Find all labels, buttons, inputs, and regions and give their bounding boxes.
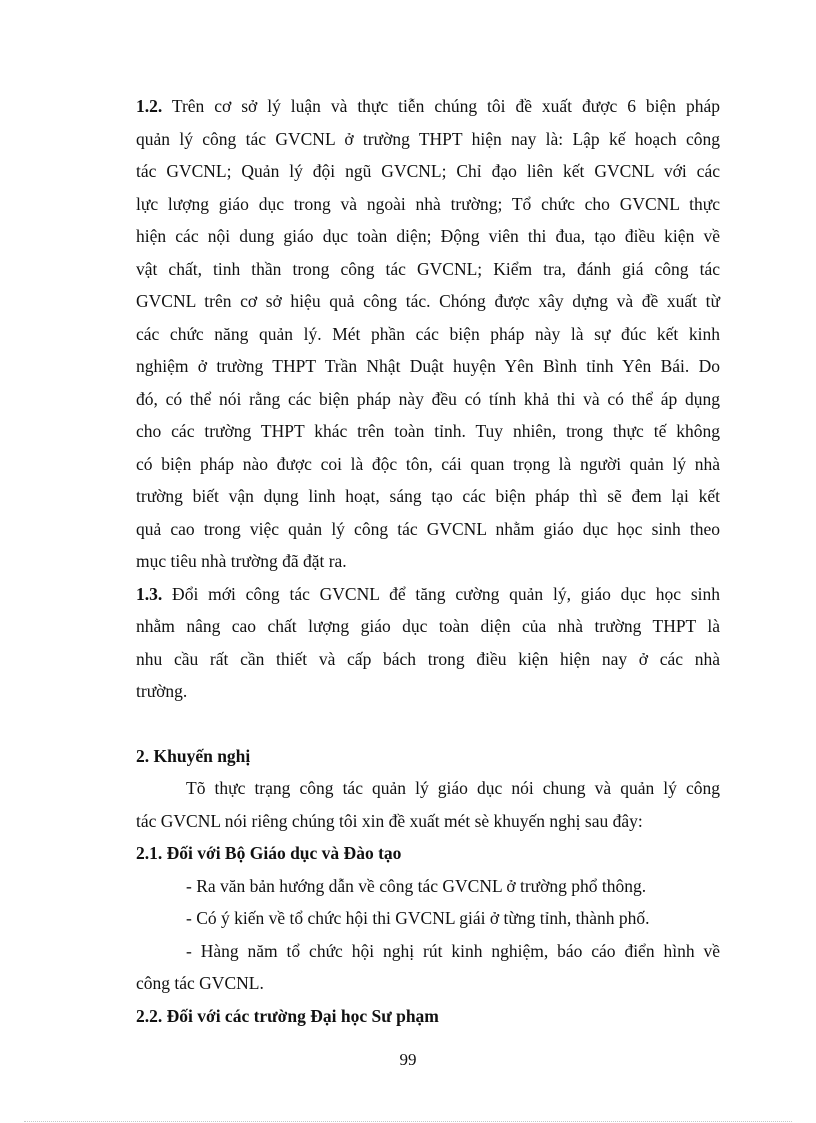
section-number: 1.3. bbox=[136, 583, 163, 604]
intro-line: Tõ thực trạng công tác quản lý giáo dục nói chung và quản lý công bbox=[186, 778, 720, 798]
page-number: 99 bbox=[399, 1050, 417, 1069]
paragraph-1-3-line: nhu cầu rất cần thiết và cấp bách trong điều kiện hiện nay ở các nhà bbox=[136, 648, 720, 669]
paragraph-1-2-line: mục tiêu nhà trường đã đặt ra. bbox=[136, 551, 347, 571]
paragraph-1-2-line: đó, có thể nói rằng các biện pháp này đều có tính khả thi và có thể áp dụng bbox=[136, 388, 720, 409]
paragraph-1-2-line: các chức năng quản lý. Mét phần các biện pháp này là sự đúc kết kinh bbox=[136, 323, 720, 344]
paragraph-1-2-line: lực lượng giáo dục trong và ngoài nhà trường; Tổ chức cho GVCNL thực bbox=[136, 193, 720, 214]
list-item: - Có ý kiến về tổ chức hội thi GVCNL giái ở từng tỉnh, thành phố. bbox=[186, 908, 650, 928]
section-number: 1.2. bbox=[136, 96, 163, 116]
paragraph-1-3-line: trường. bbox=[136, 681, 188, 701]
paragraph-1-2-line: trường biết vận dụng linh hoạt, sáng tạo các biện pháp thì sẽ đem lại kết bbox=[136, 486, 720, 506]
paragraph-1-2-line: quả cao trong việc quản lý công tác GVCNL nhằm giáo dục học sinh theo bbox=[136, 518, 720, 539]
list-item: - Ra văn bản hướng dẫn về công tác GVCNL ở trường phổ thông. bbox=[186, 875, 647, 896]
paragraph-1-2-line: cho các trường THPT khác trên toàn tỉnh. Tuy nhiên, trong thực tế không bbox=[136, 421, 720, 441]
paragraph-1-2-line: quản lý công tác GVCNL ở trường THPT hiện nay là: Lập kế hoạch công bbox=[136, 128, 720, 149]
paragraph-1-2-line: nghiệm ở trường THPT Trần Nhật Duật huyện Yên Bình tỉnh Yên Bái. Do bbox=[136, 356, 720, 376]
paragraph-1-3-line: 1.3. Đổi mới công tác GVCNL để tăng cường quản lý, giáo dục học sinh bbox=[136, 583, 720, 604]
spacer bbox=[136, 708, 720, 740]
page-edge-divider bbox=[24, 1121, 792, 1122]
section-heading: 2. Khuyến nghị bbox=[136, 745, 251, 766]
paragraph-1-3-line: nhằm nâng cao chất lượng giáo dục toàn diện của nhà trường THPT là bbox=[136, 616, 720, 636]
list-item: công tác GVCNL. bbox=[136, 973, 264, 993]
subsection-heading: 2.1. Đối với Bộ Giáo dục và Đào tạo bbox=[136, 843, 402, 863]
intro-line: tác GVCNL nói riêng chúng tôi xin đề xuất mét sè khuyến nghị sau đây: bbox=[136, 810, 643, 831]
paragraph-1-2-line: có biện pháp nào được coi là độc tôn, cái quan trọng là người quản lý nhà bbox=[136, 453, 720, 474]
paragraph-1-2-line: vật chất, tinh thần trong công tác GVCNL; Kiểm tra, đánh giá công tác bbox=[136, 258, 720, 279]
list-item: - Hàng năm tổ chức hội nghị rút kinh nghiệm, báo cáo điển hình về bbox=[186, 940, 720, 961]
paragraph-1-2-line: tác GVCNL; Quản lý đội ngũ GVCNL; Chỉ đạo liên kết GVCNL với các bbox=[136, 161, 720, 181]
document-body bbox=[136, 90, 720, 1032]
subsection-heading: 2.2. Đối với các trường Đại học Sư phạm bbox=[136, 1005, 439, 1026]
paragraph-1-2-line: 1.2. Trên cơ sở lý luận và thực tiễn chúng tôi đề xuất được 6 biện pháp bbox=[136, 96, 720, 116]
paragraph-1-2-line: GVCNL trên cơ sở hiệu quả công tác. Chóng được xây dựng và đề xuất từ bbox=[136, 291, 720, 311]
paragraph-1-2-line: hiện các nội dung giáo dục toàn diện; Động viên thi đua, tạo điều kiện về bbox=[136, 226, 720, 246]
